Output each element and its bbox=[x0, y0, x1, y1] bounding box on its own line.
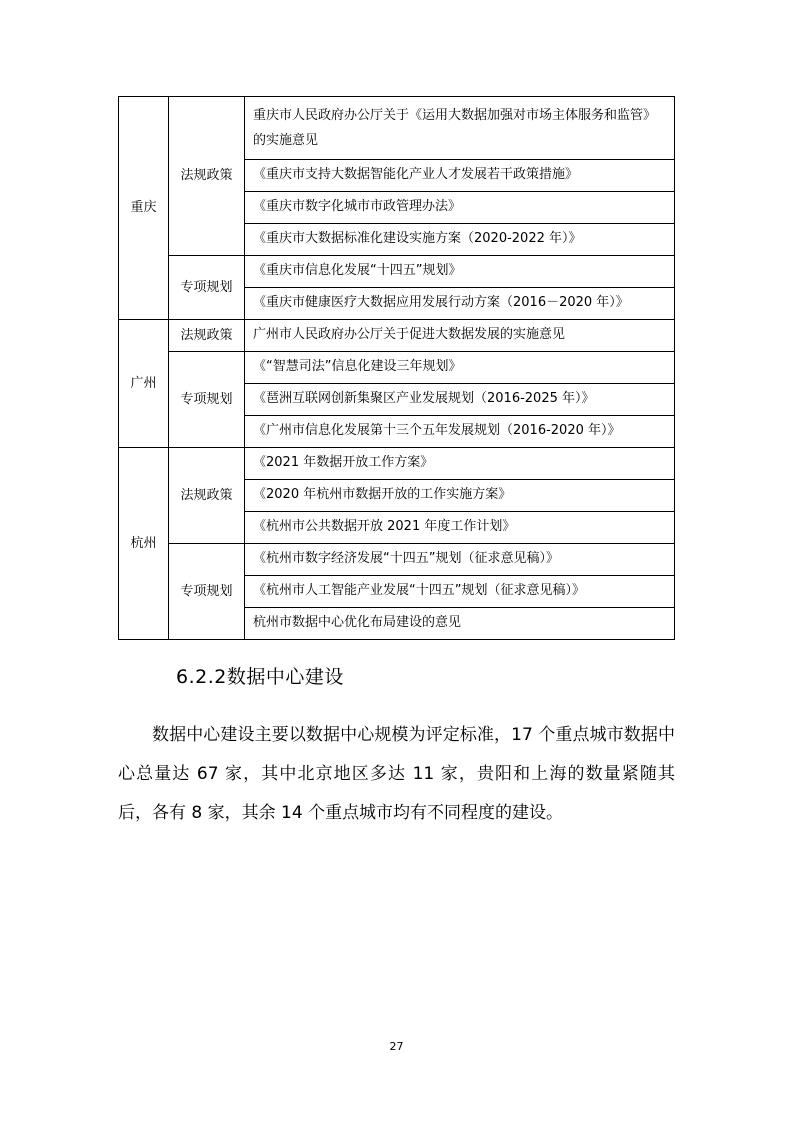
city-cell-hangzhou: 杭州 bbox=[119, 448, 169, 640]
policy-item: 广州市人民政府办公厅关于促进大数据发展的实施意见 bbox=[245, 320, 675, 352]
policy-item: 《2021 年数据开放工作方案》 bbox=[245, 448, 675, 480]
table-row bbox=[119, 97, 675, 160]
section-heading: 6.2.2数据中心建设 bbox=[176, 666, 344, 688]
category-cell-planning: 专项规划 bbox=[169, 544, 245, 640]
table-row bbox=[119, 256, 675, 288]
policy-item: 《“智慧司法”信息化建设三年规划》 bbox=[245, 352, 675, 384]
policy-item: 《重庆市支持大数据智能化产业人才发展若干政策措施》 bbox=[245, 160, 675, 192]
policy-item: 《重庆市健康医疗大数据应用发展行动方案（2016－2020 年）》 bbox=[245, 288, 675, 320]
table-row bbox=[119, 352, 675, 384]
category-cell-planning: 专项规划 bbox=[169, 256, 245, 320]
policy-item: 《杭州市公共数据开放 2021 年度工作计划》 bbox=[245, 512, 675, 544]
paragraph-text: 数据中心建设主要以数据中心规模为评定标准，17 个重点城市数据中心总量达 67 家，其中北京地区多达 11 家，贵阳和上海的数量紧随其后，各有 8 家，其余 14 个重点城市均有不同程度的建设。 bbox=[118, 725, 675, 823]
policy-item: 《广州市信息化发展第十三个五年发展规划（2016-2020 年）》 bbox=[245, 416, 675, 448]
body-paragraph bbox=[118, 716, 675, 833]
city-cell-chongqing: 重庆 bbox=[119, 97, 169, 320]
category-cell-regulation: 法规政策 bbox=[169, 97, 245, 256]
category-cell-planning: 专项规划 bbox=[169, 352, 245, 448]
category-cell-regulation: 法规政策 bbox=[169, 448, 245, 544]
policy-item: 《重庆市大数据标准化建设实施方案（2020-2022 年）》 bbox=[245, 224, 675, 256]
category-cell-regulation: 法规政策 bbox=[169, 320, 245, 352]
policy-item: 《重庆市信息化发展“十四五”规划》 bbox=[245, 256, 675, 288]
city-cell-guangzhou: 广州 bbox=[119, 320, 169, 448]
policy-item: 《重庆市数字化城市市政管理办法》 bbox=[245, 192, 675, 224]
policy-item: 杭州市数据中心优化布局建设的意见 bbox=[245, 608, 675, 640]
policy-item: 《琶洲互联网创新集聚区产业发展规划（2016-2025 年）》 bbox=[245, 384, 675, 416]
policy-item: 《杭州市数字经济发展“十四五”规划（征求意见稿）》 bbox=[245, 544, 675, 576]
table-row bbox=[119, 320, 675, 352]
policy-item: 《2020 年杭州市数据开放的工作实施方案》 bbox=[245, 480, 675, 512]
policy-item: 重庆市人民政府办公厅关于《运用大数据加强对市场主体服务和监管》的实施意见 bbox=[245, 97, 675, 160]
policy-item: 《杭州市人工智能产业发展“十四五”规划（征求意见稿）》 bbox=[245, 576, 675, 608]
page-number: 27 bbox=[389, 1040, 404, 1053]
table-row bbox=[119, 544, 675, 576]
table-row bbox=[119, 448, 675, 480]
policy-table bbox=[118, 96, 675, 640]
